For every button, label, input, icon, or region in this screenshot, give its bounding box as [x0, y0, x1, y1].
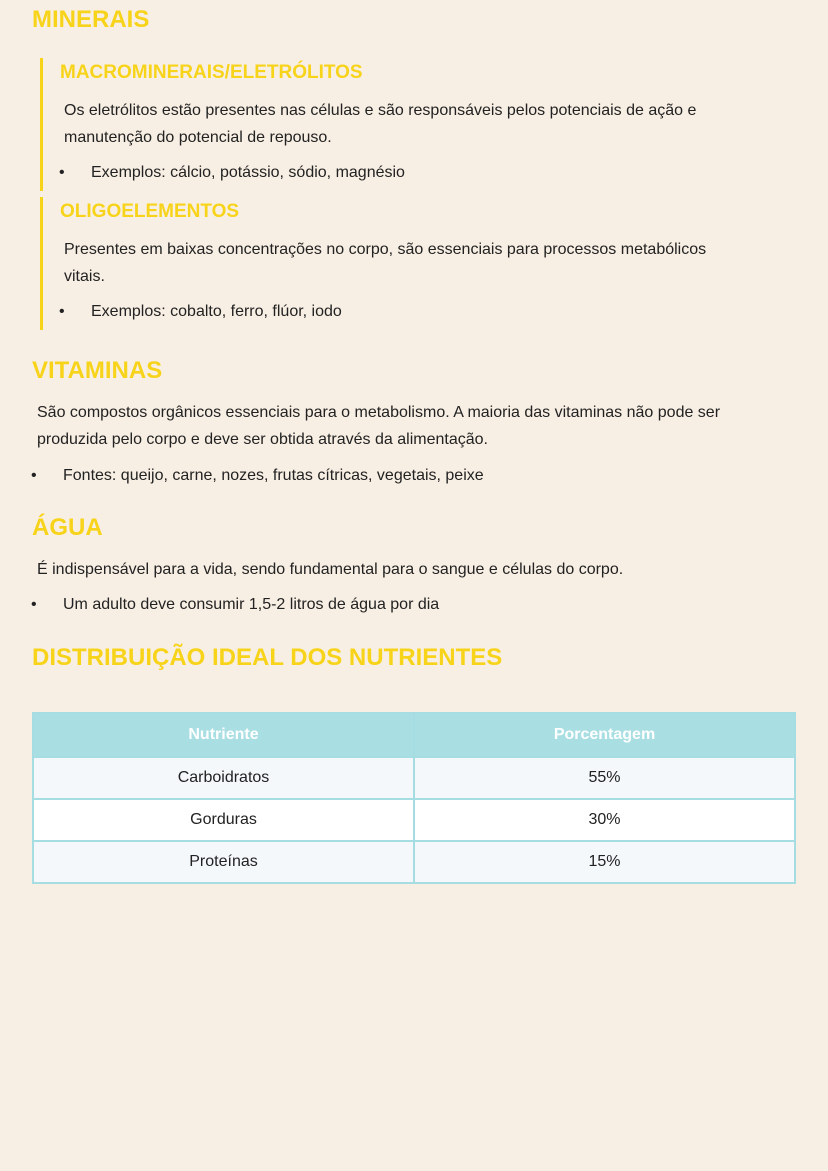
section-title-vitaminas: VITAMINAS	[32, 357, 163, 384]
paragraph-line: manutenção do potencial de repouso.	[64, 129, 332, 146]
list-item-text: Fontes: queijo, carne, nozes, frutas cítricas, vegetais, peixe	[63, 467, 484, 484]
paragraph-line: É indispensável para a vida, sendo fundamental para o sangue e células do corpo.	[37, 561, 624, 578]
list-item-text: Um adulto deve consumir 1,5-2 litros de água por dia	[63, 596, 440, 613]
bullet-icon: •	[31, 596, 37, 613]
column-header-porcentagem: Porcentagem	[414, 713, 795, 757]
table-cell-porcentagem: 15%	[414, 841, 795, 883]
bullet-icon: •	[59, 164, 65, 181]
subsection-title-oligoelementos: OLIGOELEMENTOS	[60, 201, 240, 222]
bullet-icon: •	[31, 467, 37, 484]
paragraph-line: Presentes em baixas concentrações no corpo, são essenciais para processos metabólicos	[64, 241, 707, 258]
list-item-text: Exemplos: cobalto, ferro, flúor, iodo	[91, 303, 342, 320]
subsection-macrominerais	[40, 58, 743, 191]
table-header-row	[33, 713, 795, 757]
table-cell-nutriente: Gorduras	[33, 799, 414, 841]
paragraph-line: produzida pelo corpo e deve ser obtida através da alimentação.	[37, 431, 488, 448]
list-item-text: Exemplos: cálcio, potássio, sódio, magnésio	[91, 164, 405, 181]
table-cell-porcentagem: 55%	[414, 757, 795, 799]
column-header-nutriente: Nutriente	[33, 713, 414, 757]
paragraph-line: São compostos orgânicos essenciais para o metabolismo. A maioria das vitaminas não pode ser	[37, 404, 721, 421]
nutrient-table	[32, 712, 796, 884]
section-title-agua: ÁGUA	[32, 514, 103, 541]
paragraph-line: Os eletrólitos estão presentes nas células e são responsáveis pelos potenciais de ação e	[64, 102, 697, 119]
subsection-title-macrominerais: MACROMINERAIS/ELETRÓLITOS	[60, 62, 363, 83]
subsection-oligoelementos	[40, 197, 743, 330]
table-cell-nutriente: Proteínas	[33, 841, 414, 883]
section-title-minerais: MINERAIS	[32, 6, 150, 33]
paragraph-line: vitais.	[64, 268, 105, 285]
table-row	[33, 799, 795, 841]
table-cell-nutriente: Carboidratos	[33, 757, 414, 799]
table-cell-porcentagem: 30%	[414, 799, 795, 841]
bullet-icon: •	[59, 303, 65, 320]
table-row	[33, 757, 795, 799]
section-title-distribuicao: DISTRIBUIÇÃO IDEAL DOS NUTRIENTES	[32, 644, 503, 671]
table-row	[33, 841, 795, 883]
